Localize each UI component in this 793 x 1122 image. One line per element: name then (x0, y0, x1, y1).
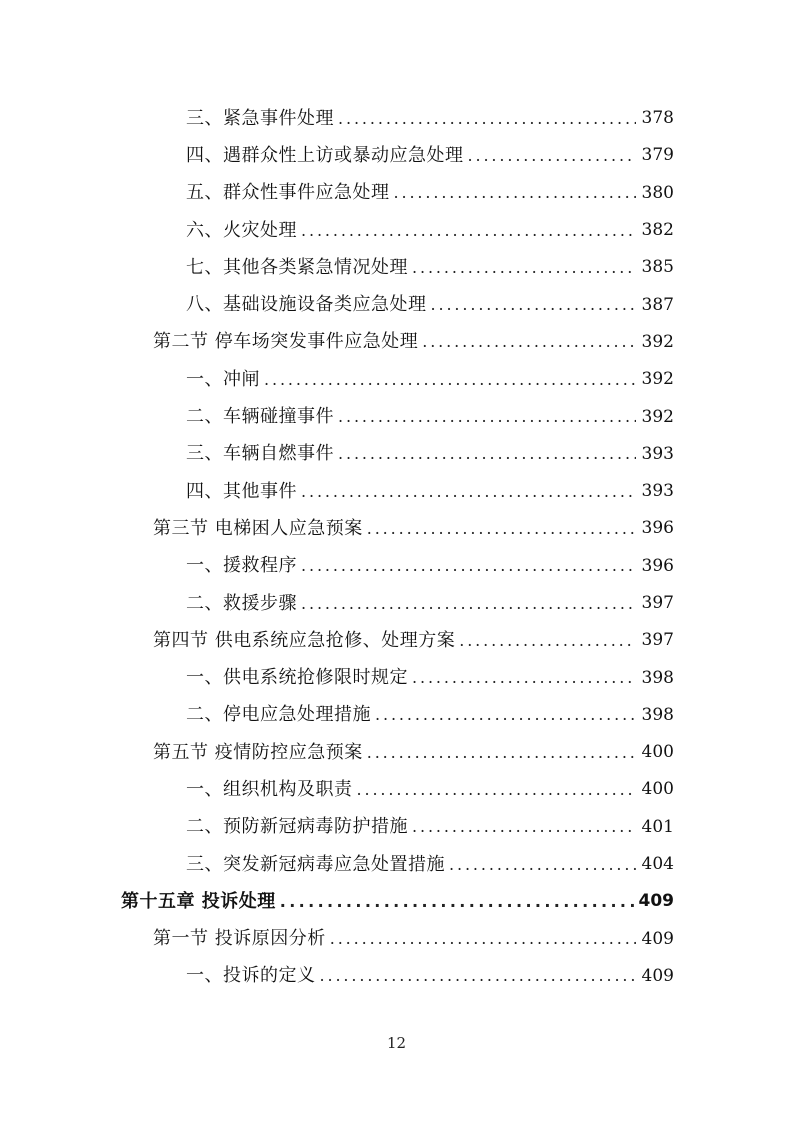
toc-entry[interactable] (0, 771, 793, 808)
toc-dot-leader (320, 968, 637, 984)
toc-entry-title: 一、供电系统抢修限时规定 (186, 667, 408, 689)
toc-entry-page: 387 (641, 294, 674, 315)
toc-entry-page: 392 (641, 369, 674, 390)
toc-entry-title: 第一节 投诉原因分析 (153, 928, 326, 950)
toc-dot-leader (301, 596, 636, 612)
toc-entry-page: 393 (641, 481, 674, 502)
toc-dot-leader (338, 446, 636, 462)
toc-entry-page: 404 (641, 854, 674, 875)
toc-entry[interactable] (0, 622, 793, 659)
toc-entry-title: 第十五章 投诉处理 (121, 890, 276, 912)
toc-dot-leader (412, 260, 636, 276)
toc-entry[interactable] (0, 846, 793, 883)
toc-entry[interactable] (0, 175, 793, 212)
toc-entry-title: 二、救援步骤 (186, 592, 297, 614)
toc-entry[interactable] (0, 361, 793, 398)
toc-entry-page: 378 (641, 108, 674, 129)
table-of-contents (0, 100, 793, 995)
toc-entry-page: 396 (641, 555, 674, 576)
toc-entry[interactable] (0, 659, 793, 696)
toc-entry-page: 397 (641, 630, 674, 651)
toc-entry-title: 三、车辆自燃事件 (186, 443, 334, 465)
toc-entry[interactable] (0, 249, 793, 286)
toc-entry[interactable] (0, 100, 793, 137)
toc-dot-leader (367, 521, 636, 537)
toc-entry[interactable] (0, 137, 793, 174)
toc-entry-title: 四、其他事件 (186, 480, 297, 502)
toc-entry[interactable] (0, 585, 793, 622)
toc-dot-leader (459, 633, 636, 649)
toc-entry-page: 400 (641, 779, 674, 800)
toc-entry[interactable] (0, 734, 793, 771)
toc-dot-leader (431, 297, 637, 313)
toc-entry-page: 409 (641, 928, 674, 949)
toc-entry[interactable] (0, 548, 793, 585)
toc-entry-title: 三、突发新冠病毒应急处置措施 (186, 853, 445, 875)
toc-entry-page: 396 (641, 518, 674, 539)
toc-dot-leader (301, 558, 636, 574)
toc-entry-page: 397 (641, 593, 674, 613)
toc-entry-title: 七、其他各类紧急情况处理 (186, 256, 408, 278)
toc-entry-title: 第四节 供电系统应急抢修、处理方案 (153, 629, 456, 651)
toc-entry-page: 379 (641, 145, 674, 166)
toc-entry-title: 六、火灾处理 (186, 219, 297, 241)
toc-entry-page: 385 (641, 257, 674, 278)
toc-entry-title: 第五节 疫情防控应急预案 (153, 741, 363, 763)
toc-entry[interactable] (0, 921, 793, 958)
toc-dot-leader (412, 819, 636, 835)
toc-entry-title: 四、遇群众性上访或暴动应急处理 (186, 144, 464, 166)
toc-entry-page: 401 (641, 816, 674, 837)
toc-dot-leader (412, 670, 636, 686)
toc-entry-title: 八、基础设施设备类应急处理 (186, 294, 427, 316)
toc-dot-leader (422, 334, 636, 350)
toc-dot-leader (449, 857, 636, 873)
toc-entry-title: 一、组织机构及职责 (186, 778, 353, 800)
toc-entry[interactable] (0, 958, 793, 995)
toc-dot-leader (375, 707, 636, 723)
toc-dot-leader (330, 931, 636, 947)
toc-entry[interactable] (0, 883, 793, 920)
toc-entry[interactable] (0, 510, 793, 547)
toc-entry[interactable] (0, 436, 793, 473)
toc-entry[interactable] (0, 286, 793, 323)
toc-entry[interactable] (0, 398, 793, 435)
toc-entry-page: 392 (641, 406, 674, 427)
toc-dot-leader (301, 484, 636, 500)
toc-entry-page: 382 (641, 220, 674, 241)
toc-entry-title: 五、群众性事件应急处理 (186, 182, 390, 204)
toc-entry-title: 二、车辆碰撞事件 (186, 406, 334, 428)
toc-entry-page: 400 (641, 742, 674, 763)
toc-dot-leader (468, 148, 637, 164)
toc-dot-leader (301, 223, 636, 239)
toc-entry-page: 392 (641, 331, 674, 352)
toc-entry-title: 一、冲闸 (186, 368, 260, 390)
toc-dot-leader (394, 185, 637, 201)
toc-entry[interactable] (0, 697, 793, 734)
toc-dot-leader (357, 782, 637, 798)
toc-entry-page: 398 (641, 704, 674, 725)
toc-entry-title: 第二节 停车场突发事件应急处理 (153, 331, 419, 353)
toc-entry-title: 三、紧急事件处理 (186, 107, 334, 129)
toc-entry-title: 第三节 电梯困人应急预案 (153, 517, 363, 539)
toc-entry-title: 二、停电应急处理措施 (186, 704, 371, 726)
toc-entry-title: 一、援救程序 (186, 555, 297, 577)
toc-entry-page: 409 (638, 891, 674, 912)
toc-entry[interactable] (0, 324, 793, 361)
toc-dot-leader (264, 372, 636, 388)
toc-dot-leader (338, 111, 636, 127)
toc-dot-leader (367, 745, 636, 761)
toc-dot-leader (338, 409, 636, 425)
toc-entry[interactable] (0, 809, 793, 846)
toc-entry-title: 一、投诉的定义 (186, 965, 316, 987)
toc-dot-leader (280, 894, 635, 910)
toc-entry-title: 二、预防新冠病毒防护措施 (186, 816, 408, 838)
toc-entry-page: 398 (641, 667, 674, 688)
page-number: 12 (386, 1034, 407, 1052)
toc-entry-page: 393 (641, 443, 674, 464)
toc-entry[interactable] (0, 212, 793, 249)
toc-entry-page: 380 (641, 182, 674, 203)
toc-entry[interactable] (0, 473, 793, 510)
toc-entry-page: 409 (641, 965, 674, 986)
